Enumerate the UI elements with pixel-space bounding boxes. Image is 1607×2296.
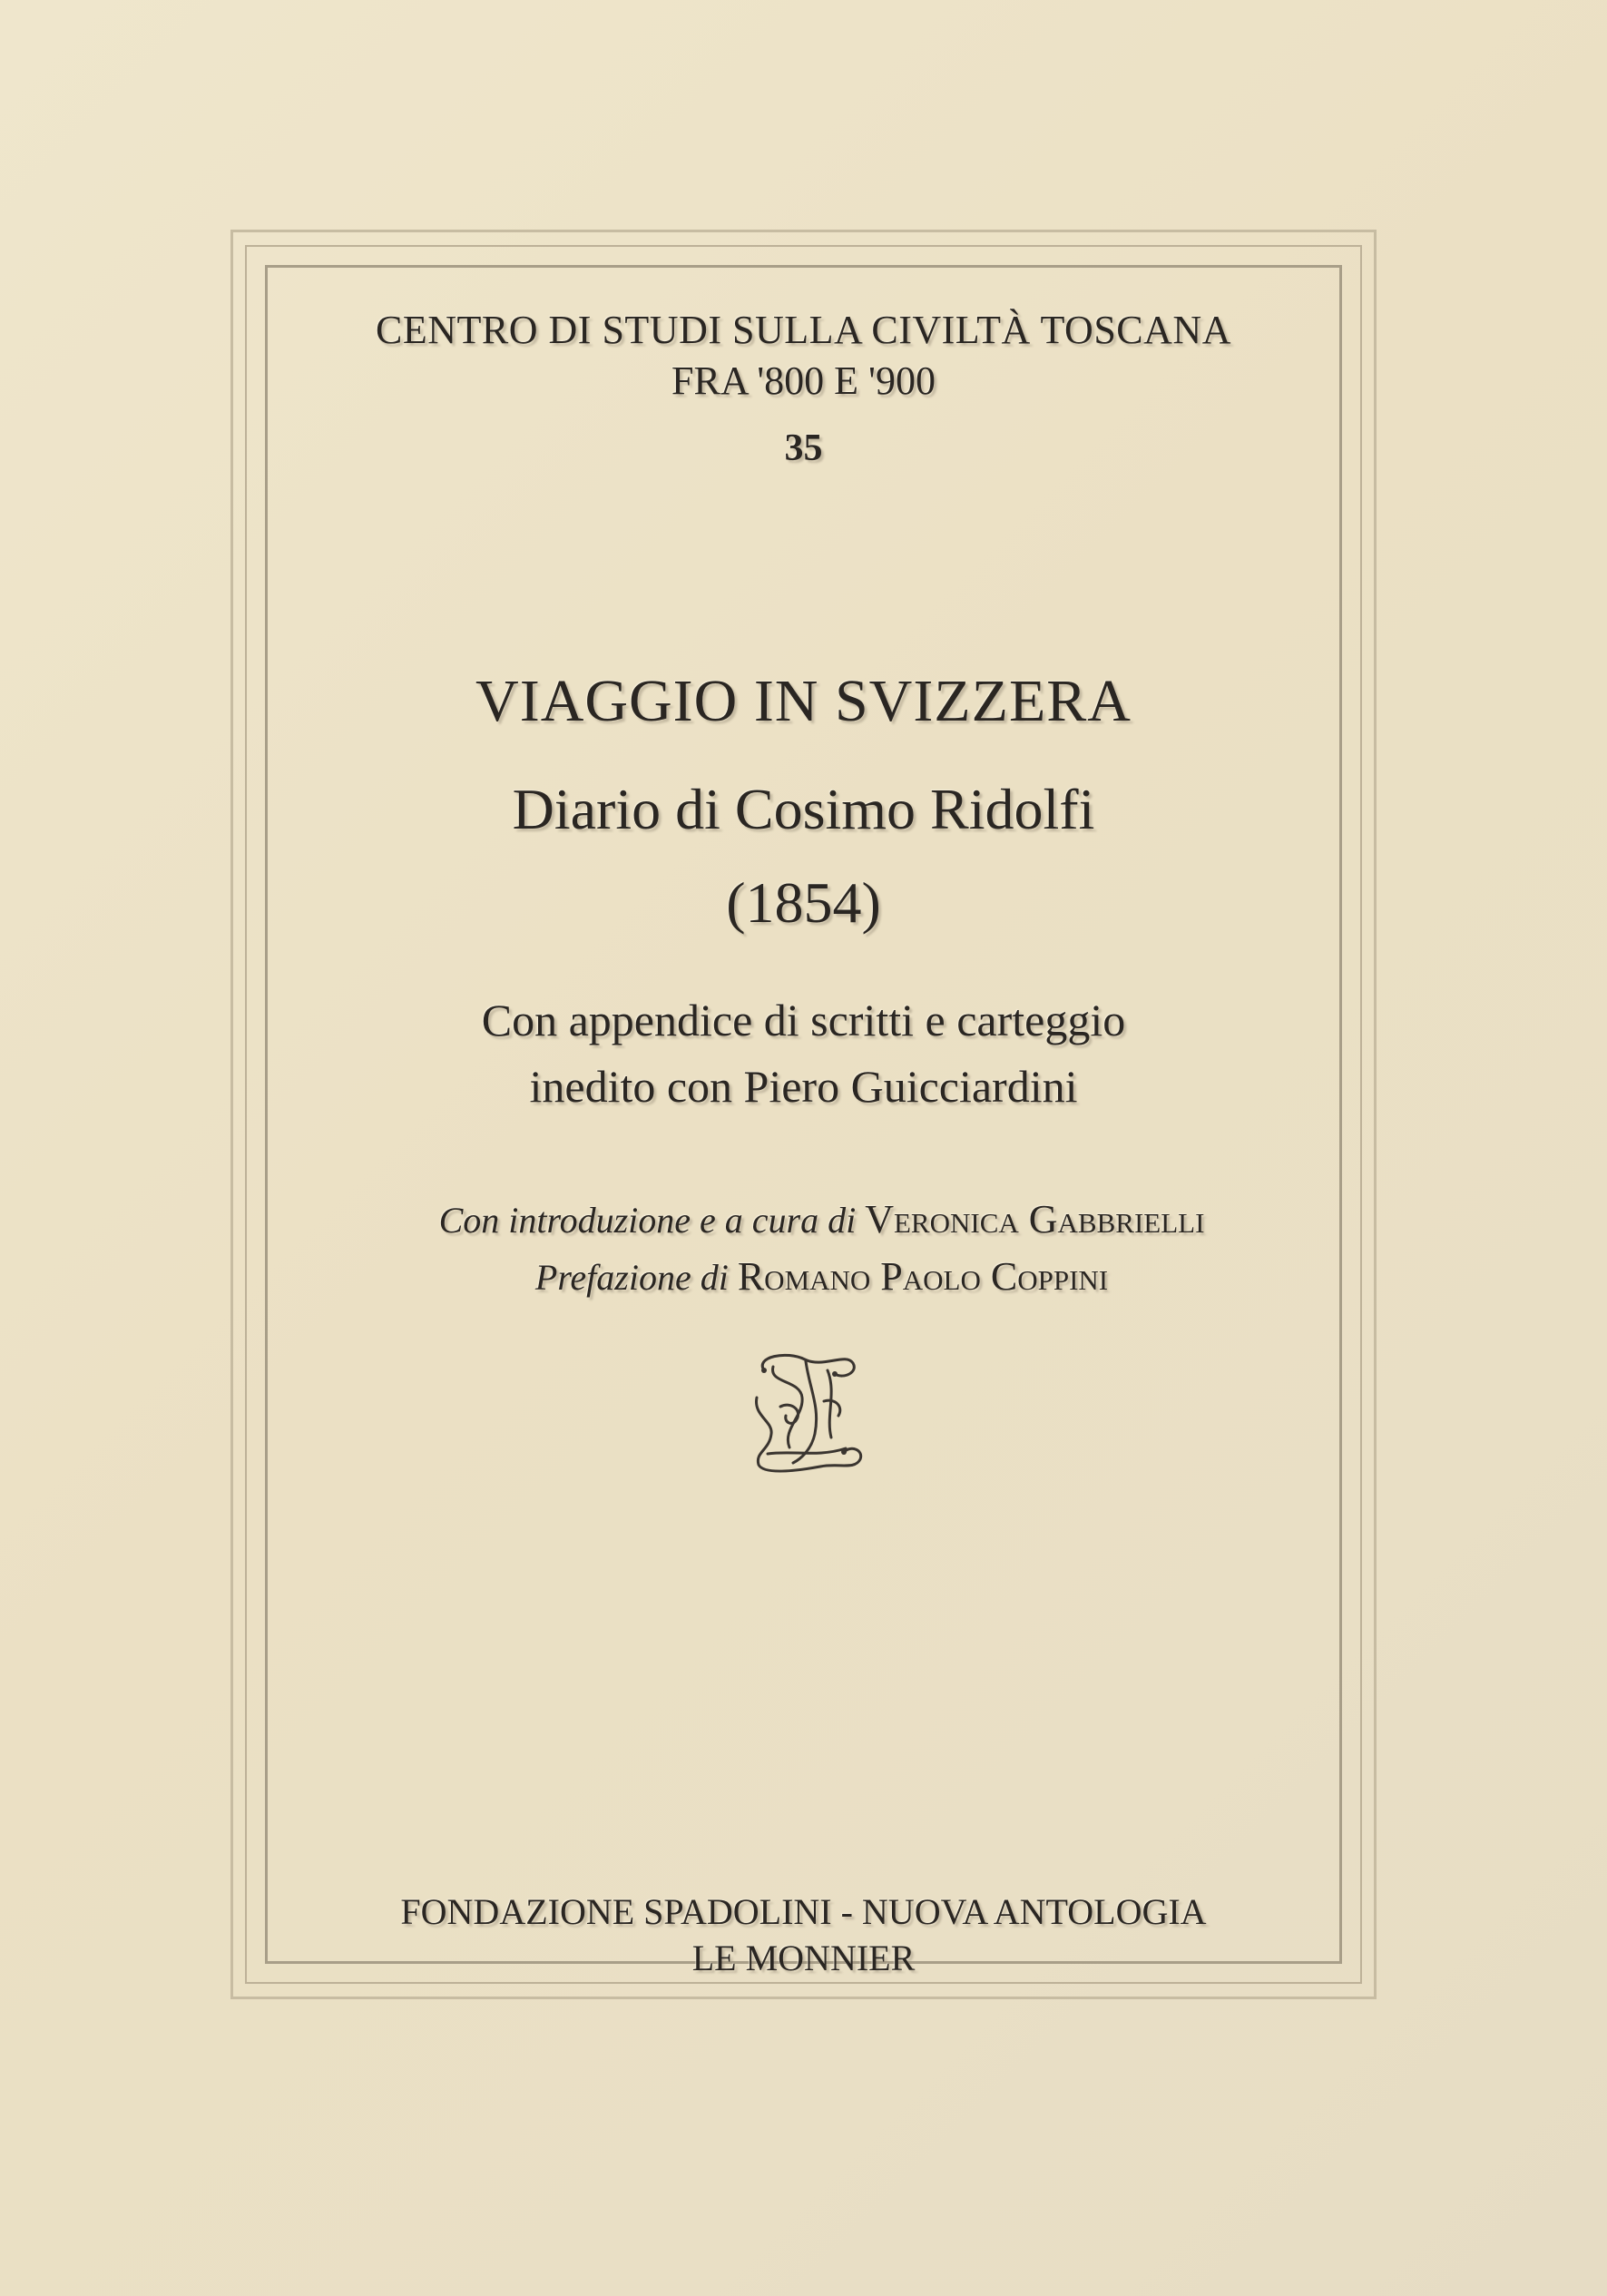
preface-credit-prefix: Prefazione di xyxy=(534,1257,729,1298)
preface-credit xyxy=(283,1253,1360,1300)
publisher-line2: LE MONNIER xyxy=(691,1938,916,1978)
cover-frame-inner xyxy=(265,265,1342,1964)
preface-author-name: Romano Paolo Coppini xyxy=(737,1254,1109,1299)
editor-credit-prefix: Con introduzione e a cura di xyxy=(438,1200,857,1241)
book-title: VIAGGIO IN SVIZZERA xyxy=(475,668,1132,734)
series-title-line2: FRA '800 E '900 xyxy=(671,358,936,403)
appendix-line2: inedito con Piero Guicciardini xyxy=(529,1061,1078,1112)
publisher-monogram-icon xyxy=(737,1343,875,1481)
series-number: 35 xyxy=(784,427,823,469)
series-title-line1: CENTRO DI STUDI SULLA CIVILTÀ TOSCANA xyxy=(376,308,1231,352)
editor-name: Veronica Gabbrielli xyxy=(865,1197,1205,1241)
appendix-line1: Con appendice di scritti e carteggio xyxy=(481,995,1126,1045)
editor-credit xyxy=(283,1196,1360,1242)
publisher-line1: FONDAZIONE SPADOLINI - NUOVA ANTOLOGIA xyxy=(400,1891,1207,1932)
book-subtitle: Diario di Cosimo Ridolfi xyxy=(512,777,1095,841)
book-year: (1854) xyxy=(726,870,881,935)
